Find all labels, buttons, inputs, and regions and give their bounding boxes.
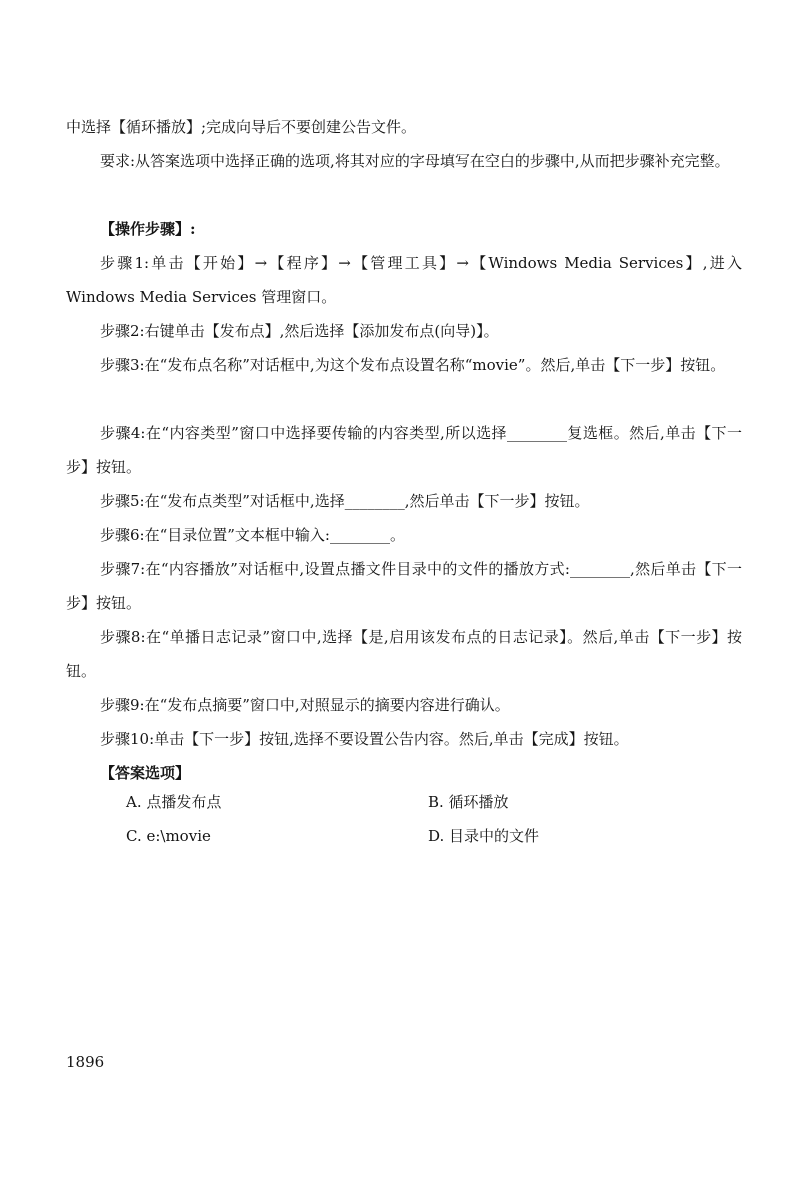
step-7: 步骤7:在“内容播放”对话框中,设置点播文件目录中的文件的播放方式:________,然后单击【下一步】按钮。	[66, 560, 742, 612]
option-c: C. e:\movie	[126, 827, 211, 845]
step-1: 步骤1:单击【开始】→【程序】→【管理工具】→【Windows Media Services】,进入 Windows Media Services 管理窗口。	[66, 254, 742, 306]
option-d: D. 目录中的文件	[428, 827, 540, 845]
paragraph-requirement: 要求:从答案选项中选择正确的选项,将其对应的字母填写在空白的步骤中,从而把步骤补充完整。	[100, 152, 730, 170]
step-8: 步骤8:在“单播日志记录”窗口中,选择【是,启用该发布点的日志记录】。然后,单击【下一步】按钮。	[66, 628, 742, 680]
option-a: A. 点播发布点	[126, 793, 222, 811]
heading-answer-options: 【答案选项】	[100, 764, 191, 782]
page-number: 1896	[66, 1053, 105, 1071]
step-2: 步骤2:右键单击【发布点】,然后选择【添加发布点(向导)】。	[100, 322, 499, 340]
step-10: 步骤10:单击【下一步】按钮,选择不要设置公告内容。然后,单击【完成】按钮。	[100, 730, 629, 748]
heading-steps: 【操作步骤】:	[100, 220, 196, 238]
step-6: 步骤6:在“目录位置”文本框中输入:________。	[100, 526, 405, 544]
paragraph-intro-tail: 中选择【循环播放】;完成向导后不要创建公告文件。	[66, 118, 417, 136]
step-5: 步骤5:在“发布点类型”对话框中,选择________,然后单击【下一步】按钮。	[100, 492, 590, 510]
step-3: 步骤3:在“发布点名称”对话框中,为这个发布点设置名称“movie”。然后,单击【下一步】按钮。	[100, 356, 726, 374]
step-9: 步骤9:在“发布点摘要”窗口中,对照显示的摘要内容进行确认。	[100, 696, 510, 714]
step-4: 步骤4:在“内容类型”窗口中选择要传输的内容类型,所以选择________复选框。然后,单击【下一步】按钮。	[66, 424, 742, 476]
option-b: B. 循环播放	[428, 793, 509, 811]
